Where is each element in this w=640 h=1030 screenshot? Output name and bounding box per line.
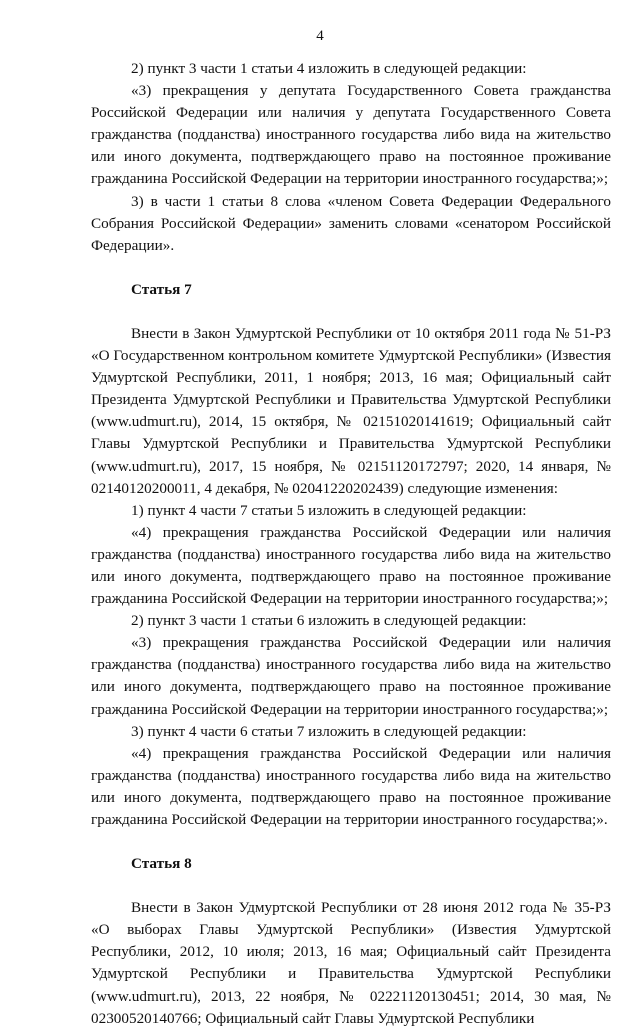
article-7-intro: Внести в Закон Удмуртской Республики от 10 октября 2011 года № 51-РЗ «О Государственном контрольном комитете Удмуртской Республики» (Известия Удмуртской Республики, 2011, 1 ноября; 2013, 16 мая; Официальный сайт Президента Удмуртской Республики и Правительства Удмуртской Республики (www.udmurt.ru), 2014, 15 октября, № 02151020141619; Официальный сайт Главы Удмуртской Республики и Правительства Удмуртской Республики (www.udmurt.ru), 2017, 15 ноября, № 02151120172797; 2020, 14 января, № 02140120200011, 4 декабря, № 02041220202439) следующие изменения: <box>91 324 611 497</box>
amendment-item: 1) пункт 4 части 7 статьи 5 изложить в следующей редакции: <box>131 501 527 519</box>
amendment-text: «4) прекращения гражданства Российской Федерации или наличия гражданства (подданства) иностранного государства либо вида на жительство или иного документа, подтверждающего право на постоянное проживание гражданина Российской Федерации на территории иностранного государства;»; <box>91 523 611 608</box>
amendment-item: 3) пункт 4 части 6 статьи 7 изложить в следующей редакции: <box>131 722 527 740</box>
article-8-intro: Внести в Закон Удмуртской Республики от 28 июня 2012 года № 35-РЗ «О выборах Главы Удмуртской Республики» (Известия Удмуртской Республики, 2012, 10 июля; 2013, 16 мая; Официальный сайт Президента Удмуртской Республики и Правительства Удмуртской Республики (www.udmurt.ru), 2013, 22 ноября, № 02221120130451; 2014, 30 мая, № 02300520140766; Официальный сайт Главы Удмуртской Республики <box>91 899 611 1027</box>
amendment-item: 2) пункт 3 части 1 статьи 6 изложить в следующей редакции: <box>131 612 527 630</box>
article-7-title: Статья 7 <box>131 280 192 298</box>
document-body <box>91 58 611 1030</box>
article-8-title: Статья 8 <box>131 855 192 873</box>
amendment-text: «3) прекращения у депутата Государственного Совета гражданства Российской Федерации или наличия у депутата Государственного Совета гражданства (подданства) иностранного государства либо вида на жительство или иного документа, подтверждающего право на постоянное проживание гражданина Российской Федерации на территории иностранного государства;»; <box>91 82 611 188</box>
amendment-text: «3) прекращения гражданства Российской Федерации или наличия гражданства (подданства) иностранного государства либо вида на жительство или иного документа, подтверждающего право на постоянное проживание гражданина Российской Федерации на территории иностранного государства;»; <box>91 634 611 718</box>
amendment-item: 2) пункт 3 части 1 статьи 4 изложить в следующей редакции: <box>131 60 527 77</box>
page-number: 4 <box>316 28 324 44</box>
amendment-text: «4) прекращения гражданства Российской Федерации или наличия гражданства (подданства) иностранного государства либо вида на жительство или иного документа, подтверждающего право на постоянное проживание гражданина Российской Федерации на территории иностранного государства;». <box>91 744 611 828</box>
amendment-item: 3) в части 1 статьи 8 слова «членом Совета Федерации Федерального Собрания Российской Федерации» заменить словами «сенатором Российской Федерации». <box>91 192 611 254</box>
